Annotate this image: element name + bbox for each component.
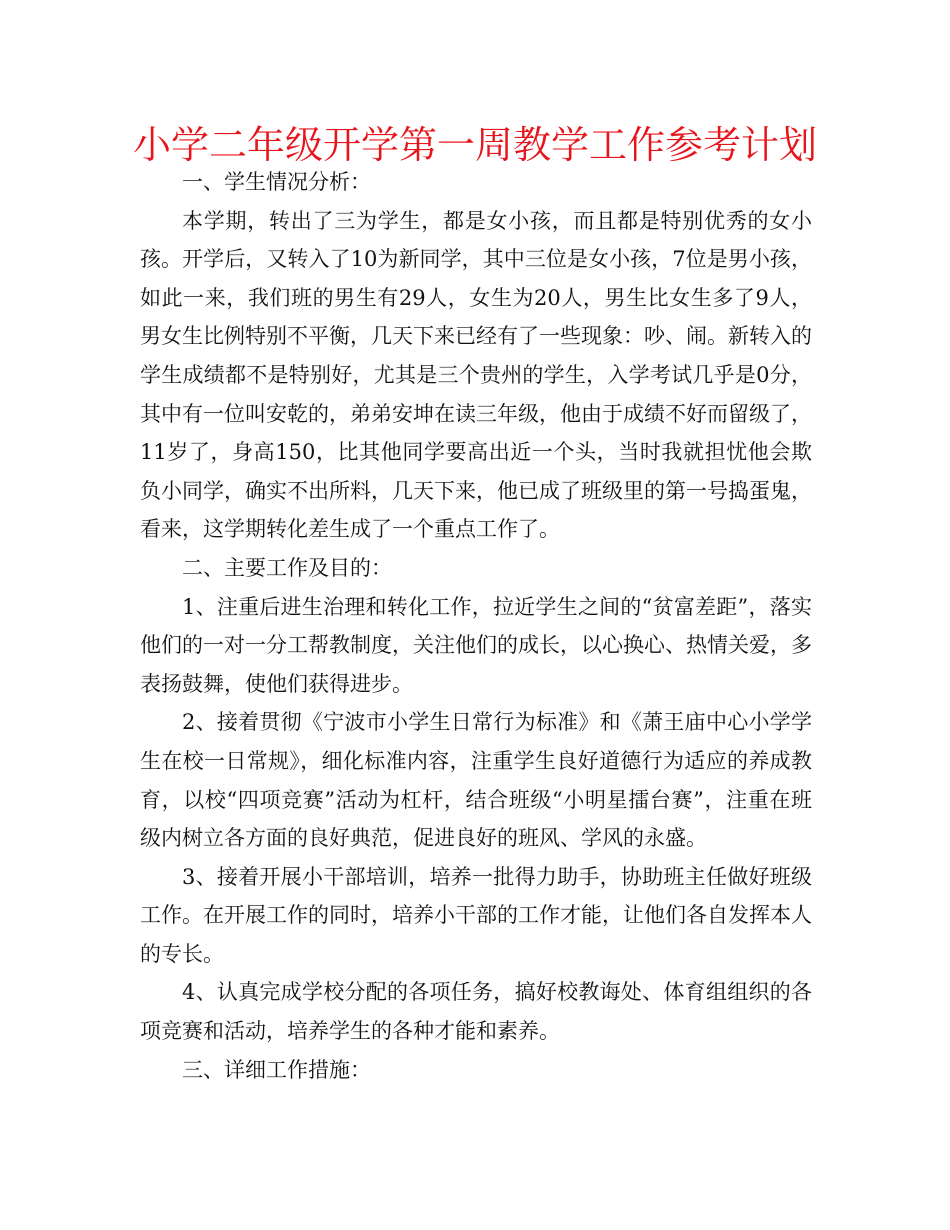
section-heading-measures: 三、详细工作措施： xyxy=(182,1057,371,1082)
paragraph-item-2: 2、接着贯彻《宁波市小学生日常行为标准》和《萧王庙中心小学学生在校一日常规》，细化标准内容，注重学生良好道德行为适应的养成教育，以校“四项竞赛”活动为杠杆，结合班级“小明星擂台赛”，注重在班级内树立各方面的良好典范，促进良好的班风、学风的永盛。 xyxy=(140,710,812,851)
document-body xyxy=(140,163,812,1089)
section-heading-student-analysis: 一、学生情况分析： xyxy=(182,170,371,194)
paragraph-item-4: 4、认真完成学校分配的各项任务，搞好校教诲处、体育组组织的各项竞赛和活动，培养学生的各种才能和素养。 xyxy=(140,980,812,1044)
paragraph-student-situation: 本学期，转出了三为学生，都是女小孩，而且都是特别优秀的女小孩。开学后，又转入了10为新同学，其中三位是女小孩，7位是男小孩，如此一来，我们班的男生有29人，女生为20人，男生比女生多了9人，男女生比例特别不平衡，几天下来已经有了一些现象：吵、闹。新转入的学生成绩都不是特别好，尤其是三个贵州的学生，入学考试几乎是0分，其中有一位叫安乾的，弟弟安坤在读三年级，他由于成绩不好而留级了，11岁了，身高150，比其他同学要高出近一个头，当时我就担忧他会欺负小同学，确实不出所料，几天下来，他已成了班级里的第一号捣蛋鬼，看来，这学期转化差生成了一个重点工作了。 xyxy=(140,208,812,542)
document-title: 小学二年级开学第一周教学工作参考计划 xyxy=(132,123,817,167)
paragraph-item-3: 3、接着开展小干部培训，培养一批得力助手，协助班主任做好班级工作。在开展工作的同时，培养小干部的工作才能，让他们各自发挥本人的专长。 xyxy=(140,864,812,966)
section-heading-main-work: 二、主要工作及目的： xyxy=(182,555,392,580)
paragraph-item-1: 1、注重后进生治理和转化工作，拉近学生之间的“贫富差距”，落实他们的一对一分工帮教制度，关注他们的成长，以心换心、热情关爱，多表扬鼓舞，使他们获得进步。 xyxy=(140,594,812,696)
